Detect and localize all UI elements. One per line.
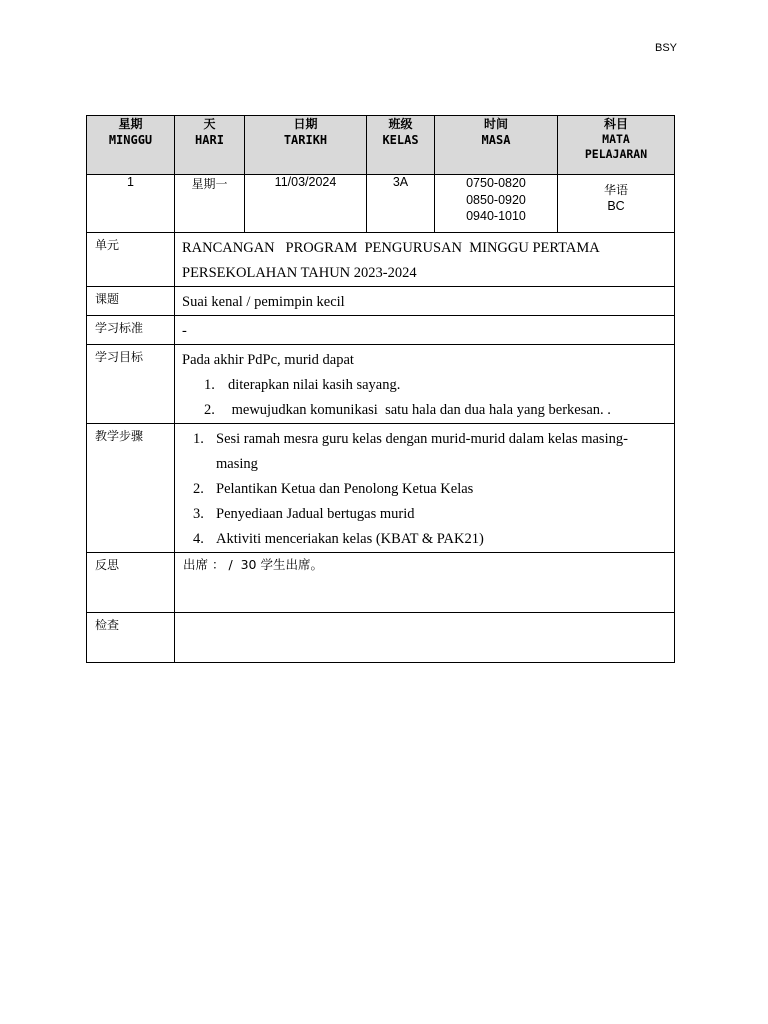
header-day: 天 HARI [175, 116, 245, 175]
standard-value: - [175, 316, 675, 345]
topic-row [87, 287, 675, 316]
check-row [87, 613, 675, 663]
class-value: 3A [367, 175, 435, 233]
header-week: 星期 MINGGU [87, 116, 175, 175]
header-class: 班级 KELAS [367, 116, 435, 175]
check-label: 检查 [87, 613, 175, 663]
list-item: 2. mewujudkan komunikasi satu hala dan dua hala yang berkesan. . [204, 402, 611, 418]
reflection-label: 反思 [87, 553, 175, 613]
objective-row [87, 345, 675, 424]
subject-value: 华语 BC [558, 175, 675, 233]
reflection-value: 出席 ： / 30 学生出席。 [175, 553, 675, 613]
lesson-plan-table [86, 115, 675, 663]
topic-value: Suai kenal / pemimpin kecil [175, 287, 675, 316]
topic-label: 课题 [87, 287, 175, 316]
day-value: 星期一 [175, 175, 245, 233]
unit-label: 单元 [87, 233, 175, 287]
week-value: 1 [87, 175, 175, 233]
reflection-row [87, 553, 675, 613]
header-row [87, 116, 675, 175]
standard-row [87, 316, 675, 345]
steps-list [182, 427, 668, 552]
unit-value: RANCANGAN PROGRAM PENGURUSAN MINGGU PERTAMA PERSEKOLAHAN TAHUN 2023-2024 [175, 233, 675, 287]
objective-list [182, 373, 668, 423]
objective-value [175, 345, 675, 424]
header-date: 日期 TARIKH [245, 116, 367, 175]
date-value: 11/03/2024 [245, 175, 367, 233]
list-item: 1. diterapkan nilai kasih sayang. [204, 377, 401, 393]
list-item: 1. Sesi ramah mesra guru kelas dengan murid-murid dalam kelas masing-masing [193, 431, 628, 472]
steps-value [175, 424, 675, 553]
check-value [175, 613, 675, 663]
header-subject: 科目 MATA PELAJARAN [558, 116, 675, 175]
list-item: 4. Aktiviti menceriakan kelas (KBAT & PAK21) [193, 531, 484, 547]
time-value: 0750-0820 0850-0920 0940-1010 [435, 175, 558, 233]
standard-label: 学习标准 [87, 316, 175, 345]
page-code: BSY [655, 42, 678, 54]
values-row [87, 175, 675, 233]
list-item: 2. Pelantikan Ketua dan Penolong Ketua Kelas [193, 481, 474, 497]
objective-label: 学习目标 [87, 345, 175, 424]
objective-intro: Pada akhir PdPc, murid dapat [182, 352, 354, 368]
header-time: 时间 MASA [435, 116, 558, 175]
list-item: 3. Penyediaan Jadual bertugas murid [193, 506, 415, 522]
steps-label: 教学步骤 [87, 424, 175, 553]
steps-row [87, 424, 675, 553]
unit-row [87, 233, 675, 287]
